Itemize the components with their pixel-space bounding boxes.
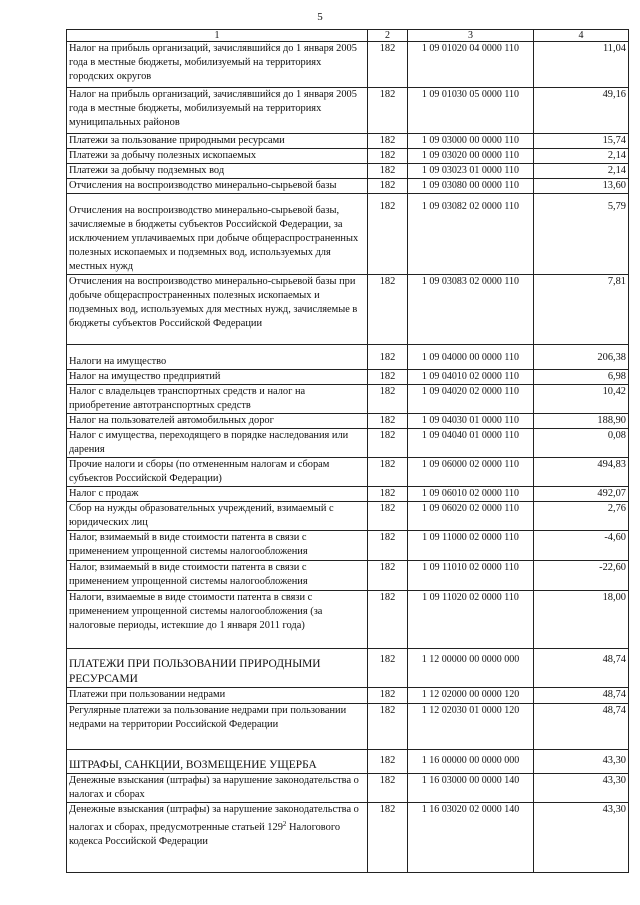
row-amount: 49,16 [534,88,629,134]
row-budget-code: 1 09 11010 02 0000 110 [408,561,534,591]
row-budget-code: 1 16 00000 00 0000 000 [408,750,534,774]
row-amount: 206,38 [534,345,629,370]
row-name [67,194,368,275]
row-amount: 188,90 [534,414,629,429]
row-name-text: Сбор на нужды образовательных учреждений, взимаемый с юридических лиц [69,503,334,528]
row-name [67,458,368,487]
row-budget-code: 1 12 00000 00 0000 000 [408,649,534,688]
row-admin-code: 182 [368,414,408,429]
row-admin-code: 182 [368,531,408,561]
row-name [67,370,368,385]
row-name-text: Налоги на имущество [69,356,167,367]
row-budget-code: 1 12 02000 00 0000 120 [408,688,534,704]
row-name [67,149,368,164]
row-name-text: Налог, взимаемый в виде стоимости патента в связи с применением упрощенной системы налогообложения [69,562,308,587]
row-budget-code: 1 09 03080 00 0000 110 [408,179,534,194]
row-amount: 492,07 [534,487,629,502]
row-name [67,649,368,688]
row-name-text: Налог на прибыль организаций, зачислявшийся до 1 января 2005 года в местные бюджеты, мобилизуемый на территориях муниципальных районов [69,89,357,128]
row-name [67,531,368,561]
row-admin-code: 182 [368,803,408,873]
row-name [67,134,368,149]
row-name [67,487,368,502]
row-name-text: Денежные взыскания (штрафы) за нарушение законодательства о налогах и сборах [69,775,359,800]
table-row [67,88,629,134]
row-amount: 2,76 [534,502,629,531]
row-budget-code: 1 09 06020 02 0000 110 [408,502,534,531]
row-admin-code: 182 [368,502,408,531]
header-col-2: 2 [368,30,408,42]
row-budget-code: 1 16 03000 00 0000 140 [408,774,534,803]
row-name-text: ШТРАФЫ, САНКЦИИ, ВОЗМЕЩЕНИЕ УЩЕРБА [69,759,317,771]
row-amount: 2,14 [534,149,629,164]
row-amount: 13,60 [534,179,629,194]
row-name [67,42,368,88]
table-row [67,179,629,194]
row-admin-code: 182 [368,88,408,134]
header-col-1: 1 [67,30,368,42]
row-name [67,803,368,873]
table-row [67,414,629,429]
row-budget-code: 1 09 04000 00 0000 110 [408,345,534,370]
row-admin-code: 182 [368,561,408,591]
row-admin-code: 182 [368,385,408,414]
table-header-row [67,30,629,42]
row-amount: 2,14 [534,164,629,179]
row-name-text: Отчисления на воспроизводство минерально-сырьевой базы [69,180,337,191]
table-row [67,458,629,487]
row-budget-code: 1 09 03000 00 0000 110 [408,134,534,149]
row-budget-code: 1 09 03082 02 0000 110 [408,194,534,275]
row-name [67,591,368,649]
row-name [67,750,368,774]
row-amount: 48,74 [534,704,629,750]
budget-revenue-table [66,29,629,873]
row-admin-code: 182 [368,164,408,179]
row-amount: 43,30 [534,750,629,774]
row-admin-code: 182 [368,704,408,750]
row-amount: 18,00 [534,591,629,649]
row-budget-code: 1 09 04020 02 0000 110 [408,385,534,414]
row-amount: 6,98 [534,370,629,385]
table-row [67,704,629,750]
row-amount: -4,60 [534,531,629,561]
table-row [67,149,629,164]
page-number: 5 [317,11,323,23]
row-budget-code: 1 09 03083 02 0000 110 [408,275,534,345]
row-name-text: Налог с имущества, переходящего в порядке наследования или дарения [69,430,349,455]
table-row [67,385,629,414]
row-name-text: Налог, взимаемый в виде стоимости патента в связи с применением упрощенной системы налогообложения [69,532,308,557]
row-name-text: Налог с владельцев транспортных средств и налог на приобретение автотранспортных средств [69,386,306,411]
row-name-text: Денежные взыскания (штрафы) за нарушение законодательства о налогах и сборах, предусмотренные статьей 129 [69,804,359,833]
row-name [67,275,368,345]
row-name-text: Налог с продаж [69,488,139,499]
row-budget-code: 1 09 04030 01 0000 110 [408,414,534,429]
table-row [67,688,629,704]
row-name [67,688,368,704]
row-name [67,385,368,414]
row-name-text: Налог на имущество предприятий [69,371,221,382]
row-amount: 494,83 [534,458,629,487]
row-amount: 5,79 [534,194,629,275]
row-admin-code: 182 [368,458,408,487]
row-name [67,414,368,429]
row-admin-code: 182 [368,370,408,385]
row-name-text: Отчисления на воспроизводство минерально-сырьевой базы, зачисляемые в бюджеты субъектов Российской Федерации, за исключением уплачиваемых при добыче общераспространенных полезных ископаемых и подземных вод, используемых для местных нужд [69,205,359,272]
row-name [67,704,368,750]
row-name [67,179,368,194]
row-budget-code: 1 09 04040 01 0000 110 [408,429,534,458]
row-name-text: Прочие налоги и сборы (по отмененным налогам и сборам субъектов Российской Федерации) [69,459,330,484]
table-row [67,164,629,179]
row-budget-code: 1 09 06000 02 0000 110 [408,458,534,487]
row-name [67,774,368,803]
table-row [67,345,629,370]
row-name [67,164,368,179]
table-row [67,591,629,649]
row-name-text: Платежи за пользование природными ресурсами [69,135,285,146]
table-row [67,429,629,458]
row-admin-code: 182 [368,591,408,649]
row-budget-code: 1 16 03020 02 0000 140 [408,803,534,873]
table-row [67,134,629,149]
row-admin-code: 182 [368,275,408,345]
row-amount: 7,81 [534,275,629,345]
row-name [67,88,368,134]
row-admin-code: 182 [368,688,408,704]
row-admin-code: 182 [368,179,408,194]
header-col-4: 4 [534,30,629,42]
row-amount: 11,04 [534,42,629,88]
row-admin-code: 182 [368,429,408,458]
row-admin-code: 182 [368,750,408,774]
table-row [67,487,629,502]
row-budget-code: 1 09 06010 02 0000 110 [408,487,534,502]
row-admin-code: 182 [368,774,408,803]
row-admin-code: 182 [368,487,408,502]
row-name-text: Отчисления на воспроизводство минерально-сырьевой базы при добыче общераспространенных полезных ископаемых и подземных вод, используемых для местных нужд, зачисляемые в бюджеты субъектов Российской Федерации [69,276,358,329]
table-row [67,561,629,591]
row-name-tail: Налогового кодекса Российской Федерации [69,822,341,847]
row-name-text: ПЛАТЕЖИ ПРИ ПОЛЬЗОВАНИИ ПРИРОДНЫМИ РЕСУРСАМИ [69,658,321,685]
table-row [67,194,629,275]
row-budget-code: 1 09 11020 02 0000 110 [408,591,534,649]
row-amount: 48,74 [534,649,629,688]
row-name [67,429,368,458]
row-amount: 0,08 [534,429,629,458]
row-name [67,561,368,591]
row-admin-code: 182 [368,149,408,164]
table-row [67,531,629,561]
row-budget-code: 1 09 03020 00 0000 110 [408,149,534,164]
table-row [67,502,629,531]
row-amount: 10,42 [534,385,629,414]
row-amount: 43,30 [534,774,629,803]
row-amount: 15,74 [534,134,629,149]
table-row [67,275,629,345]
row-admin-code: 182 [368,42,408,88]
table-row [67,803,629,873]
table-row [67,370,629,385]
row-admin-code: 182 [368,649,408,688]
row-amount: 43,30 [534,803,629,873]
row-name-text: Налог на прибыль организаций, зачислявшийся до 1 января 2005 года в местные бюджеты, мобилизуемый на территориях городских округов [69,43,357,82]
table-row [67,774,629,803]
row-budget-code: 1 09 01020 04 0000 110 [408,42,534,88]
row-name-text: Платежи при пользовании недрами [69,689,226,700]
row-budget-code: 1 09 03023 01 0000 110 [408,164,534,179]
row-name-text: Налоги, взимаемые в виде стоимости патента в связи с применением упрощенной системы налогообложения (за налоговые периоды, истекшие до 1 января 2011 года) [69,592,323,631]
row-budget-code: 1 09 01030 05 0000 110 [408,88,534,134]
row-name-text: Платежи за добычу подземных вод [69,165,225,176]
row-admin-code: 182 [368,345,408,370]
row-budget-code: 1 09 11000 02 0000 110 [408,531,534,561]
header-col-3: 3 [408,30,534,42]
row-name-text: Регулярные платежи за пользование недрами при пользовании недрами на территории Российской Федерации [69,705,347,730]
row-name [67,345,368,370]
row-budget-code: 1 09 04010 02 0000 110 [408,370,534,385]
row-name-superscript: 2 [282,820,287,828]
row-name-text: Платежи за добычу полезных ископаемых [69,150,257,161]
table-row [67,649,629,688]
row-name-text: Налог на пользователей автомобильных дорог [69,415,274,426]
row-admin-code: 182 [368,194,408,275]
row-admin-code: 182 [368,134,408,149]
table-row [67,42,629,88]
row-amount: 48,74 [534,688,629,704]
row-name [67,502,368,531]
row-budget-code: 1 12 02030 01 0000 120 [408,704,534,750]
row-amount: -22,60 [534,561,629,591]
table-row [67,750,629,774]
